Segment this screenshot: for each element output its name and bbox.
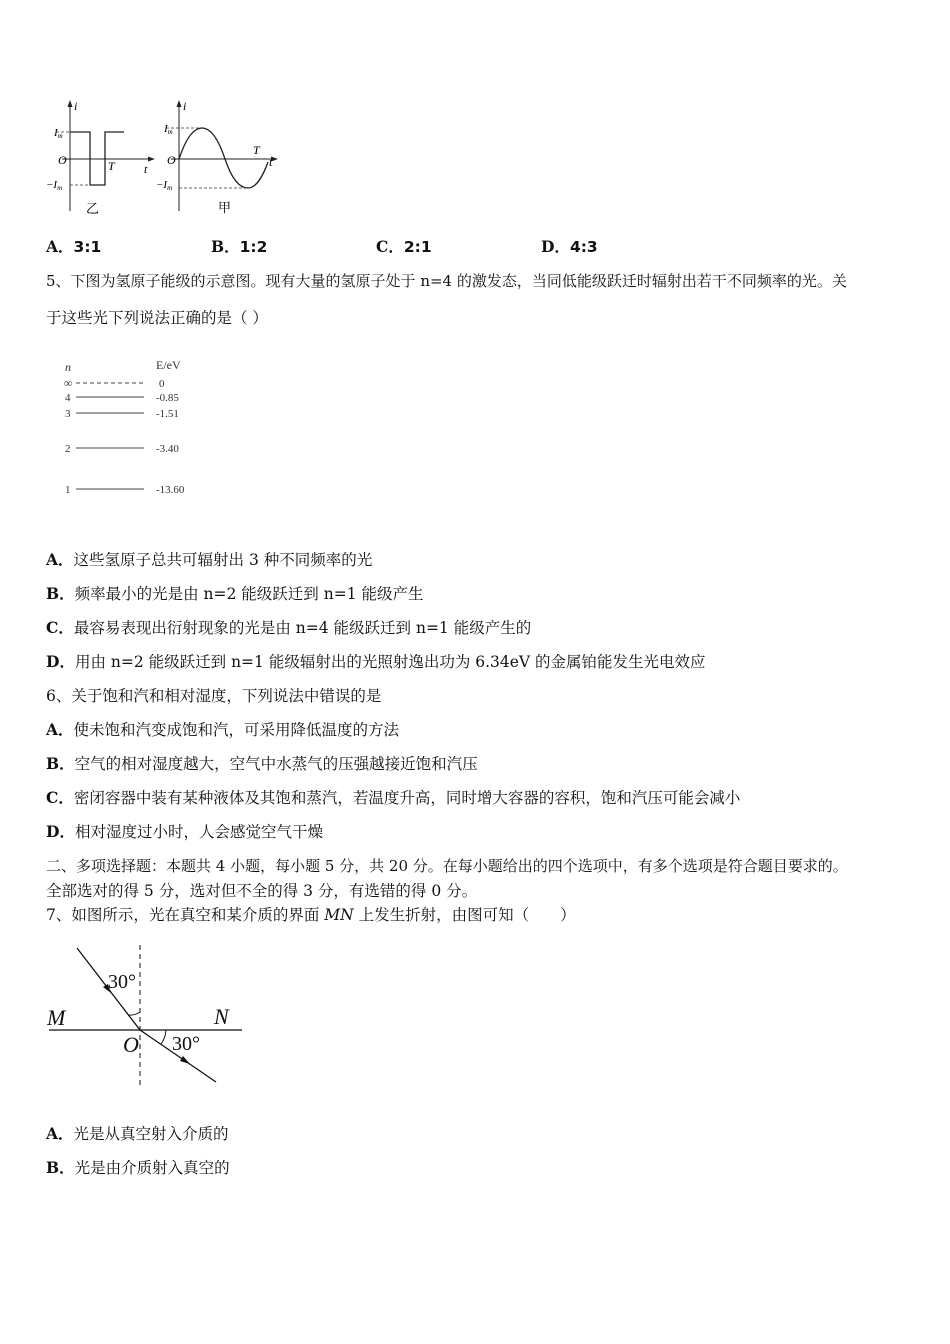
energy-level-n-2: 2 [65,443,71,455]
energy-level-e-4: -0.85 [156,392,179,404]
energy-level-e-1: -13.60 [156,484,185,496]
q4-option-c-text: 2:1 [403,238,432,256]
q4-option-d-label: D． [541,237,570,256]
q4-option-d [541,235,598,257]
q7-stem-mn: MN [324,906,354,924]
q6-option-a-label: A． [46,720,74,739]
q6-option-a [46,720,399,740]
q4-option-c [376,235,432,257]
q4-right-period: T [253,143,260,157]
energy-level-n-3: 3 [65,408,71,420]
q4-option-b-text: 1:2 [239,238,268,256]
refraction-diagram [44,940,254,1090]
q5-option-d-label: D． [46,652,75,671]
q6-option-b [46,754,478,774]
q4-option-b [211,235,267,257]
label-o: O [123,1032,139,1057]
q7-option-b [46,1158,230,1178]
q7-option-b-text: 光是由介质射入真空的 [74,1159,230,1177]
energy-level-e-2: -3.40 [156,443,179,455]
q5-stem-line1: 5、下图为氢原子能级的示意图。现有大量的氢原子处于 n=4 的激发态，当同低能级跃迁时辐射出若干不同频率的光。关 [46,272,847,290]
q4-right-axis-t: t [269,155,273,169]
q4-graph-left [44,96,159,221]
q4-option-b-label: B． [211,237,240,256]
hydrogen-energy-level-diagram [56,355,206,505]
q4-left-period: T [108,159,115,173]
q6-option-c-label: C． [46,788,74,807]
q7-option-a-text: 光是从真空射入介质的 [73,1125,229,1143]
q7-option-b-label: B． [46,1158,75,1177]
q7-stem-prefix: 7、如图所示，光在真空和某介质的界面 [46,906,325,924]
q5-option-c [46,618,531,638]
q5-option-c-text: 最容易表现出衍射现象的光是由 n=4 能级跃迁到 n=1 能级产生的 [73,619,532,637]
q5-option-b-text: 频率最小的光是由 n=2 能级跃迁到 n=1 能级产生 [74,585,424,603]
refracted-arrow [180,1056,190,1064]
q5-option-a-label: A． [46,550,74,569]
q6-option-b-text: 空气的相对湿度越大，空气中水蒸气的压强越接近饱和汽压 [74,755,478,773]
q4-option-a [46,235,101,257]
q6-stem: 6、关于饱和汽和相对湿度，下列说法中错误的是 [46,687,382,705]
q4-left-origin: O [58,153,67,167]
q5-option-b-label: B． [46,584,75,603]
q6-option-d-text: 相对湿度过小时，人会感觉空气干燥 [74,823,323,841]
energy-diagram-n-label: n [65,360,71,374]
q6-option-d [46,822,323,842]
q5-option-d [46,652,706,672]
energy-level-n-4: 4 [65,392,71,404]
energy-diagram-e-label: E/eV [156,358,181,372]
q7-stem-suffix: 上发生折射，由图可知（ ） [353,906,576,924]
angle-label-bottom: 30° [172,1033,200,1055]
q4-right-axis-i: i [183,99,187,113]
q4-right-origin: O [167,153,176,167]
q5-stem-line2: 于这些光下列说法正确的是（ ） [46,309,268,327]
section2-heading-line2: 全部选对的得 5 分，选对但不全的得 3 分，有选错的得 0 分。 [46,882,478,900]
q6-option-b-label: B． [46,754,75,773]
q4-option-a-label: A． [46,237,74,256]
energy-level-n-inf: ∞ [64,376,73,390]
q6-option-c-text: 密闭容器中装有某种液体及其饱和蒸汽，若温度升高，同时增大容器的容积，饱和汽压可能会减小 [73,789,741,807]
energy-level-n-1: 1 [65,484,71,496]
q4-left-axis-i: i [74,99,78,113]
q5-option-d-text: 用由 n=2 能级跃迁到 n=1 能级辐射出的光照射逸出功为 6.34eV 的金属铂能发生光电效应 [74,653,706,671]
q4-left-im: Im [54,127,63,140]
q4-right-neg-im: −Im [156,179,173,192]
angle-label-top: 30° [108,971,136,993]
q7-option-a-label: A． [46,1124,74,1143]
q6-option-d-label: D． [46,822,75,841]
q4-left-caption: 乙 [86,202,100,217]
section2-heading-line1: 二、多项选择题：本题共 4 小题，每小题 5 分，共 20 分。在每小题给出的四个选项中，有多个选项是符合题目要求的。 [46,857,848,875]
q5-option-a [46,550,372,570]
q7-stem [46,905,576,925]
energy-level-e-3: -1.51 [156,408,179,420]
q5-option-c-label: C． [46,618,74,637]
q6-option-c [46,788,740,808]
q4-right-caption: 甲 [218,201,232,216]
label-n: N [214,1004,229,1029]
label-m: M [47,1005,66,1030]
q4-option-a-text: 3:1 [73,238,102,256]
q4-left-neg-im: −Im [46,179,63,192]
q4-graph-right [156,96,286,221]
q4-option-c-label: C． [376,237,404,256]
q5-option-b [46,584,423,604]
q4-option-d-text: 4:3 [569,238,598,256]
q4-right-im: Im [164,123,173,136]
q4-left-axis-t: t [144,162,148,176]
q7-option-a [46,1124,229,1144]
q6-option-a-text: 使未饱和汽变成饱和汽，可采用降低温度的方法 [73,721,400,739]
energy-level-e-inf: 0 [159,378,165,390]
q5-option-a-text: 这些氢原子总共可辐射出 3 种不同频率的光 [73,551,373,569]
